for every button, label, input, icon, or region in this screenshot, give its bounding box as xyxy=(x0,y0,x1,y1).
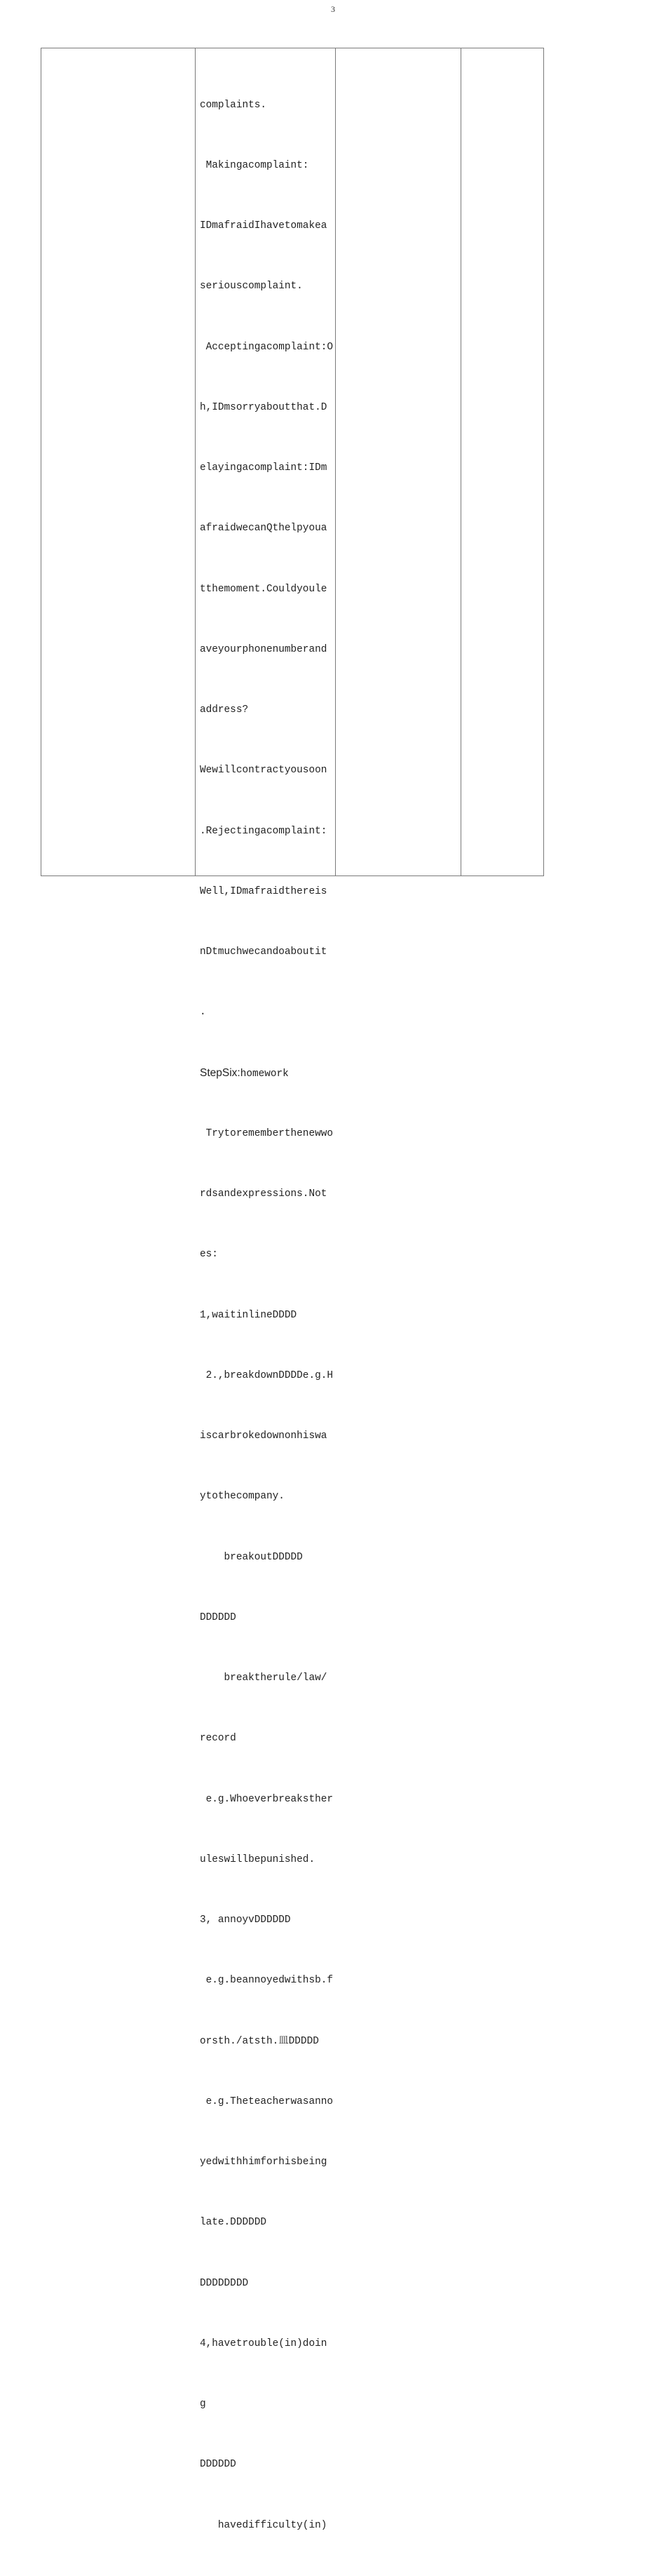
text-line: late.DDDDDD xyxy=(200,2217,266,2229)
table-cell-left xyxy=(41,48,196,876)
text-line: es: xyxy=(200,1249,218,1261)
text-line: 3, annoyvDDDDDD xyxy=(200,1914,291,1926)
page-number: 3 xyxy=(331,4,335,14)
text-line: record xyxy=(200,1733,236,1745)
text-line: Wewillcontractyousoon xyxy=(200,765,327,777)
text-line: . xyxy=(200,1007,206,1019)
text-line: IDmafraidIhavetomakea xyxy=(200,220,327,232)
step-heading-label: StepSix: xyxy=(200,1066,240,1079)
procedure-text xyxy=(196,48,335,2531)
text-line: tthemoment.Couldyoule xyxy=(200,583,327,595)
text-line: orsth./atsth.皿DDDDD xyxy=(200,2035,319,2047)
text-line: ytothecompany. xyxy=(200,1491,285,1503)
table-row xyxy=(41,48,544,876)
step-heading-topic: homework xyxy=(240,1068,289,1080)
text-line: breakoutDDDDD xyxy=(200,1551,303,1563)
text-line: havedifficulty(in) xyxy=(200,2519,327,2531)
text-line: uleswillbepunished. xyxy=(200,1853,315,1865)
text-line: yedwithhimforhisbeing xyxy=(200,2156,327,2168)
text-line: rdsandexpressions.Not xyxy=(200,1188,327,1200)
text-line: DDDDDD xyxy=(200,1611,236,1623)
table-cell-procedure xyxy=(196,48,336,2531)
text-line: 2.,breakdownDDDDe.g.H xyxy=(200,1369,333,1381)
text-line: g xyxy=(200,2399,206,2410)
text-line: DDDDDD xyxy=(200,2459,236,2471)
text-line: nDtmuchwecandoaboutit xyxy=(200,946,327,958)
text-line: seriouscomplaint. xyxy=(200,281,303,293)
table-cell-third xyxy=(336,48,461,876)
text-line: Well,IDmafraidthereis xyxy=(200,885,327,897)
text-line: e.g.beannoyedwithsb.f xyxy=(200,1975,333,1987)
text-line: .Rejectingacomplaint: xyxy=(200,825,327,837)
text-line: Makingacomplaint: xyxy=(200,159,309,171)
text-line: iscarbrokedownonhiswa xyxy=(200,1430,327,1442)
text-line: Trytorememberthenewwo xyxy=(200,1127,333,1139)
text-line: 4,havetrouble(in)doin xyxy=(200,2337,327,2349)
text-line: breaktherule/law/ xyxy=(200,1672,327,1684)
text-line: aveyourphonenumberand xyxy=(200,643,327,655)
step-heading xyxy=(200,1064,335,1084)
lesson-plan-table xyxy=(41,48,544,2531)
text-line: DDDDDDDD xyxy=(200,2277,249,2289)
text-line: Acceptingacomplaint:O xyxy=(200,341,333,353)
text-line: 1,waitinlineDDDD xyxy=(200,1309,297,1321)
table-cell-right xyxy=(461,48,544,876)
text-line: e.g.Theteacherwasanno xyxy=(200,2095,333,2107)
text-line: complaints. xyxy=(200,99,266,111)
text-line: address? xyxy=(200,704,249,716)
text-line: h,IDmsorryaboutthat.D xyxy=(200,401,327,413)
text-line: afraidwecanQthelpyoua xyxy=(200,523,327,535)
text-line: e.g.Whoeverbreaksther xyxy=(200,1793,333,1805)
text-line: elayingacomplaint:IDm xyxy=(200,462,327,474)
